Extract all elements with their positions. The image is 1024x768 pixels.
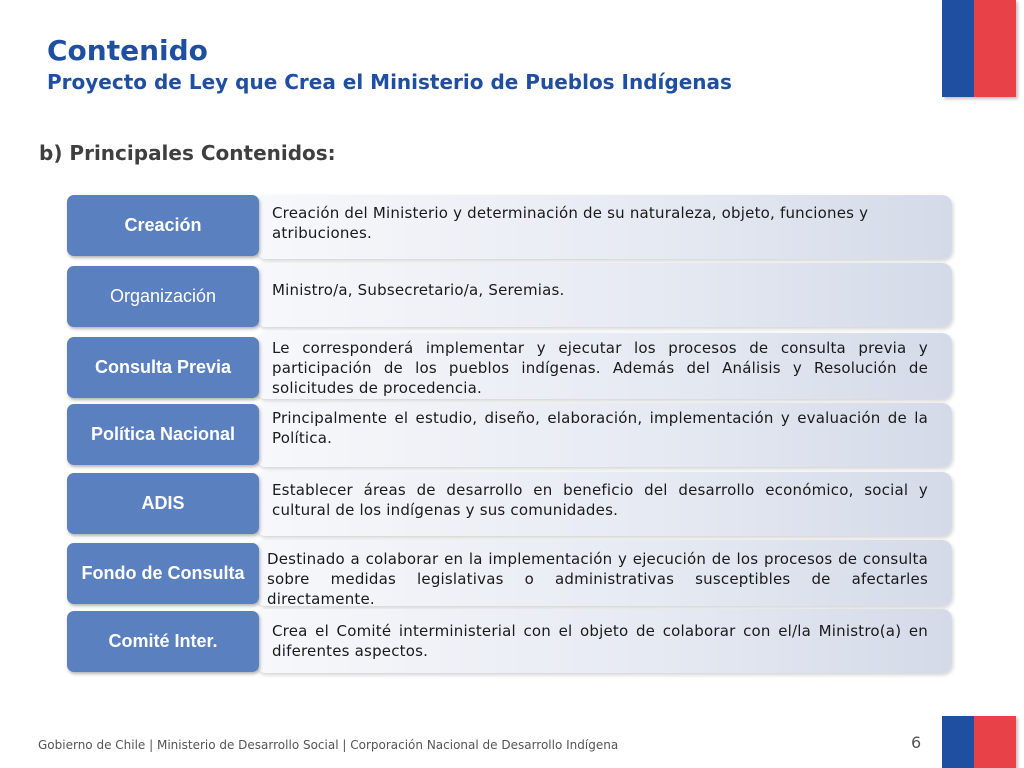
label-box: Comité Inter. — [67, 611, 259, 672]
description-box — [256, 472, 952, 536]
slide-title: Contenido — [47, 34, 208, 67]
description-box — [256, 609, 952, 673]
label-box: Consulta Previa — [67, 337, 259, 398]
label-box: Fondo de Consulta — [67, 543, 259, 604]
footer-text: Gobierno de Chile | Ministerio de Desarrollo Social | Corporación Nacional de Desarrollo Indígena — [38, 738, 619, 752]
label-box: Creación — [67, 195, 259, 256]
page-number: 6 — [911, 733, 922, 752]
description-text: Principalmente el estudio, diseño, elaboración, implementación y evaluación de la Política. — [272, 409, 928, 447]
description-box — [256, 540, 952, 606]
flag-blue-band — [942, 716, 974, 768]
description-box — [256, 263, 952, 327]
slide-subtitle: Proyecto de Ley que Crea el Ministerio de Pueblos Indígenas — [47, 70, 732, 94]
flag-blue-band — [942, 0, 974, 97]
description-text: Le corresponderá implementar y ejecutar los procesos de consulta previa y participación de los pueblos indígenas. Además del Análisis y Resolución de solicitudes de procedencia. — [272, 339, 928, 397]
flag-red-band — [974, 716, 1016, 768]
section-heading: b) Principales Contenidos: — [39, 141, 336, 165]
label-box: ADIS — [67, 473, 259, 534]
description-text: Creación del Ministerio y determinación de su naturaleza, objeto, funciones y atribuciones. — [272, 204, 869, 242]
flag-red-band — [974, 0, 1016, 97]
description-text: Destinado a colaborar en la implementación y ejecución de los procesos de consulta sobre medidas legislativas o administrativas susceptibles de afectarles directamente. — [267, 550, 928, 608]
description-text: Establecer áreas de desarrollo en beneficio del desarrollo económico, social y cultural de los indígenas y sus comunidades. — [272, 481, 928, 519]
description-box — [256, 333, 952, 399]
description-box — [256, 403, 952, 467]
description-box — [256, 195, 952, 259]
label-box: Política Nacional — [67, 404, 259, 465]
chile-flag-logo-bottom — [942, 716, 1016, 768]
label-box: Organización — [67, 266, 259, 327]
chile-flag-logo-top — [942, 0, 1016, 97]
description-text: Crea el Comité interministerial con el objeto de colaborar con el/la Ministro(a) en diferentes aspectos. — [272, 622, 928, 660]
description-text: Ministro/a, Subsecretario/a, Seremias. — [272, 281, 565, 299]
